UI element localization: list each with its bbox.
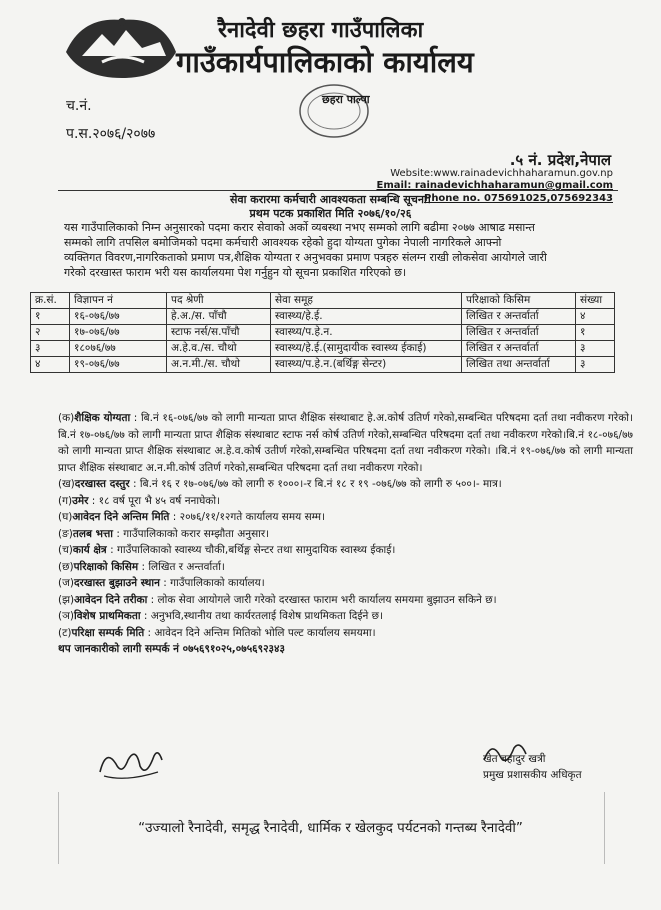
province-label: .५ नं. प्रदेश,नेपाल: [509, 151, 611, 169]
table-row: [31, 357, 615, 373]
table-header-row: [31, 293, 615, 309]
col-header: पद श्रेणी: [167, 293, 271, 309]
table-cell: स्टाफ नर्स/स.पाँचौ: [167, 325, 271, 341]
col-header: विज्ञापन नं: [70, 293, 167, 309]
email-link[interactable]: Email: rainadevichhaharamun@gmail.com: [376, 180, 613, 191]
detail-item: (ङ)तलब भत्ता : गाउँपालिकाको करार सम्झौता अनुसार।: [58, 527, 270, 540]
detail-item: (ज)दरखास्त बुझाउने स्थान : गाउँपालिकाको कार्यालय।: [58, 577, 265, 589]
table-cell: १: [576, 325, 615, 341]
intro-line: गरेको दरखास्त फाराम भरी यस कार्यालयमा पेश गर्नुहुन यो सूचना प्रकाशित गरिएको छ।: [64, 266, 407, 279]
publish-date: प्रथम पटक प्रकाशित मिति २०७६/१०/२६: [249, 207, 412, 220]
table-row: [31, 325, 615, 341]
table-cell: २: [31, 325, 70, 341]
col-header: परिक्षाको किसिम: [462, 293, 576, 309]
table-cell: १६-०७६/७७: [70, 309, 167, 325]
table-cell: ३: [576, 341, 615, 357]
table-cell: अ.न.मी./स. चौथो: [167, 357, 271, 373]
table-cell: ३: [576, 357, 615, 373]
detail-item: (ञ)विशेष प्राथमिकता : अनुभवि,स्थानीय तथा कार्यरतलाई विशेष प्राथमिकता दिईने छ।: [58, 610, 383, 622]
website-link[interactable]: Website:www.rainadevichhaharamun.gov.np: [390, 168, 613, 179]
detail-item: (च)कार्य क्षेत्र : गाउँपालिकाको स्वास्थ्य चौकी,बर्थिङ्ग सेन्टर तथा सामुदायिक स्वास्थ्य ईकाई।: [58, 544, 396, 556]
contact-line: थप जानकारीको लागी सम्पर्क नं ०७५६९१०२५,०७५६९२३४३: [58, 643, 285, 655]
table-cell: हे.अ./स. पाँचौ: [167, 309, 271, 325]
office-stamp: [294, 80, 374, 142]
table-cell: १७-०७६/७७: [70, 325, 167, 341]
table-cell: ३: [31, 341, 70, 357]
table-cell: स्वास्थ्य/हे.ई.(सामुदायीक स्वास्थ्य ईकाई): [271, 341, 462, 357]
table-cell: १: [31, 309, 70, 325]
notice-details: [58, 410, 633, 658]
header-divider: [58, 190, 618, 191]
detail-item: (ख)दरखास्त दस्तुर : बि.नं १६ र १७-०७६/७७ को लागी रु १०००।-र बि.नं १८ र १९ -०७६/७७ को लागी रु ५००।- मात्र।: [58, 478, 502, 490]
stamp-text: छहरा पाल्पा: [322, 93, 370, 106]
detail-item: (ग)उमेर : १८ वर्ष पूरा भै ४५ वर्ष ननाघेको।: [58, 494, 221, 507]
detail-item: (झ)आवेदन दिने तरीका : लोक सेवा आयोगले जारी गरेको दरखास्त फाराम भरी कार्यालय समयमा बुझाउन सकिने छ।: [58, 593, 497, 606]
table-cell: स्वास्थ्य/प.हे.न.: [271, 325, 462, 341]
detail-item: (ट)परिक्षा सम्पर्क मिति : आवेदन दिने अन्तिम मितिको भोलि पल्ट कार्यालय समयमा।: [58, 626, 376, 639]
notice-intro: [64, 220, 634, 280]
table-cell: लिखित र अन्तर्वार्ता: [462, 325, 576, 341]
table-cell: लिखित तथा अन्तर्वार्ता: [462, 357, 576, 373]
table-cell: अ.हे.व./स. चौथो: [167, 341, 271, 357]
detail-item: (क)शैक्षिक योग्यता : बि.नं १६-०७६/७७ को लागी मान्यता प्राप्त शैक्षिक संस्थाबाट हे.अ.कोर्ष उतिर्ण गरेको,सम्बन्धित परिषदमा दर्ता तथा नवीकरण गरेको। बि.नं १७-०७६/७७ को लागी मान्यता प्राप्त शैक्षिक संस्थाबाट स्टाफ नर्स कोर्ष उतिर्ण गरेको,सम्बन्धित परिषदमा दर्ता तथा नवीकरण गरेको।बि.नं १८-०७६/७७ को लागी मान्यता प्राप्त शैक्षिक संस्थाबाट अ.हे.व.कोर्ष उतीर्ण गरेको,सम्बन्धित परिषदमा दर्ता तथा नवीकरण गरेको। ।बि.नं १९-०७६/७७ को लागी मान्यता प्राप्त शैक्षिक संस्थाबाट अ.न.मी.कोर्ष उतिर्ण गरेको,सम्बन्धित परिषदमा दर्ता तथा नवीकरण गरेको।: [58, 412, 633, 474]
col-header: संख्या: [576, 293, 615, 309]
municipality-name: रैनादेवी छहरा गाउँपालिका: [218, 18, 424, 43]
table-cell: स्वास्थ्य/हे.ई.: [271, 309, 462, 325]
footer-slogan: “उज्यालो रैनादेवी, समृद्ध रैनादेवी, धार्मिक र खेलकुद पर्यटनको गन्तब्य रैनादेवी”: [138, 820, 523, 836]
table-cell: स्वास्थ्य/प.हे.न.(बर्थिङ्ग सेन्टर): [271, 357, 462, 373]
handwritten-signature: [96, 742, 166, 784]
nepal-emblem-icon: [62, 12, 180, 84]
col-header: क्र.सं.: [31, 293, 70, 309]
cha-na-label: च.नं.: [66, 98, 92, 114]
table-cell: लिखित र अन्तर्वार्ता: [462, 341, 576, 357]
notice-subject: सेवा करारमा कर्मचारी आवश्यकता सम्बन्धि सूचना।: [230, 193, 431, 206]
detail-item: (छ)परिक्षाको किसिम : लिखित र अन्तर्वार्ता।: [58, 560, 225, 573]
table-cell: ४: [576, 309, 615, 325]
table-cell: १८०७६/७७: [70, 341, 167, 357]
table-cell: लिखित र अन्तर्वार्ता: [462, 309, 576, 325]
office-name: गाउँकार्यपालिकाको कार्यालय: [176, 45, 474, 79]
table-cell: १९-०७६/७७: [70, 357, 167, 373]
col-header: सेवा समूह: [271, 293, 462, 309]
phone-number: Phone no. 075691025,075692343: [423, 193, 613, 204]
intro-line: व्यक्तिगत विवरण,नागरिकताको प्रमाण पत्र,शैक्षिक योग्यता र अनुभवका प्रमाण पत्रहरु संलग्न राखी लोकसेवा आयोगले जारी: [64, 251, 547, 264]
intro-line: सम्मको लागि तपसिल बमोजिमको पदमा कर्मचारी आवश्यक रहेको हुदा योग्यता पुगेका नेपाली नागरिकले आफ्नो: [64, 236, 502, 249]
table-row: [31, 341, 615, 357]
intro-line: यस गाउँपालिकाको निम्न अनुसारको पदमा करार सेवाको अर्को व्यबस्था नभए सम्मको लागि बढीमा २०७७ आषाढ मसान्त: [64, 221, 535, 234]
detail-item: (घ)आवेदन दिने अन्तिम मिति : २०७६/११/१२गते कार्यालय समय सम्म।: [58, 511, 326, 523]
table-cell: ४: [31, 357, 70, 373]
officer-title: प्रमुख प्रशासकीय अधिकृत: [483, 769, 582, 781]
table-row: [31, 309, 615, 325]
officer-name: खेत बहादुर खत्री: [483, 753, 546, 765]
pa-sa-label: प.स.२०७६/२०७७: [66, 126, 156, 142]
vacancy-table: [30, 292, 615, 373]
